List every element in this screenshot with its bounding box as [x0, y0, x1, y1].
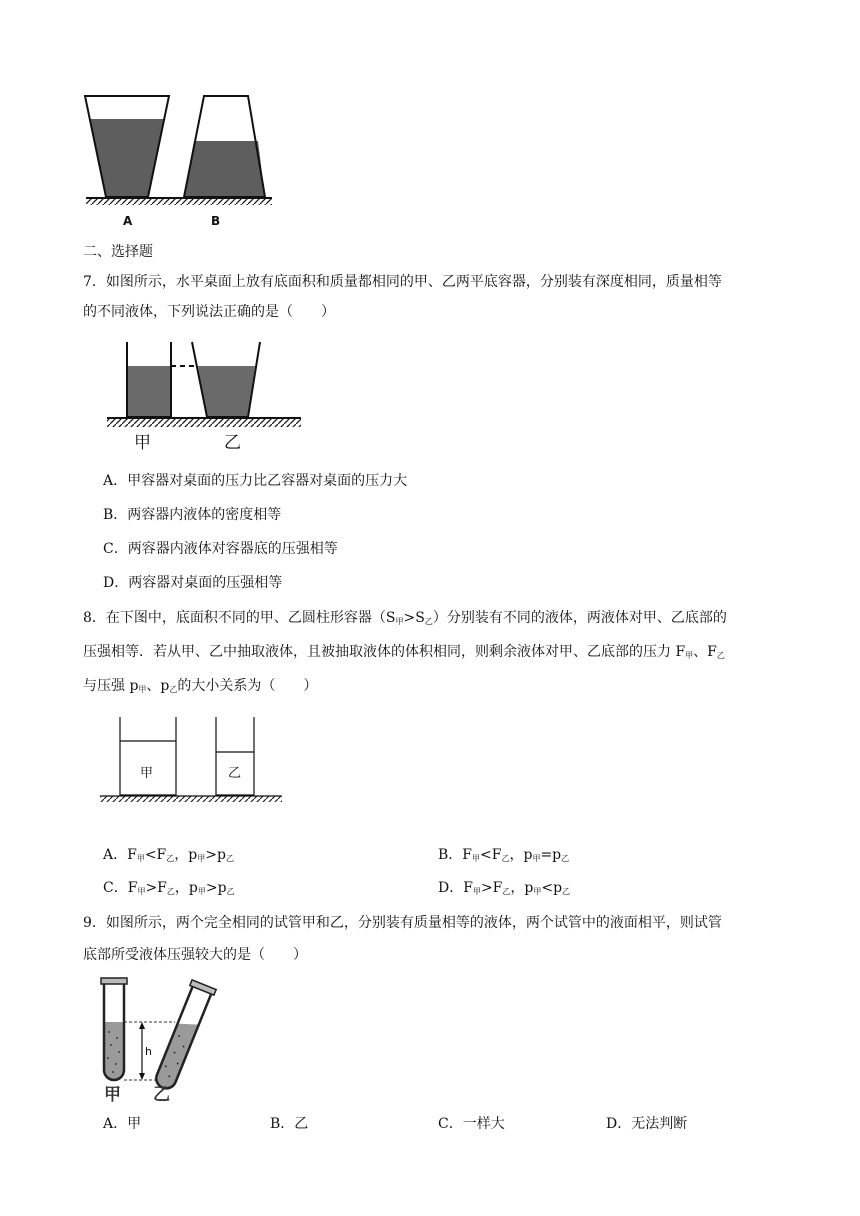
q8-jia-container [120, 717, 176, 795]
q7-jia-liquid [127, 366, 171, 417]
q9-h-arrow-bottom [139, 1073, 145, 1080]
q9-option-c[interactable]: C．一样大 [438, 1116, 505, 1132]
container-b-liquid [184, 141, 265, 197]
q7-ground-hatch [107, 418, 301, 427]
q8-stem-line1: 8．在下图中，底面积不同的甲、乙圆柱形容器$(S_甲>S_乙)$分别装有不同的液体，两液体对甲、乙底部的 [83, 610, 727, 626]
q9-jia-liquid [104, 1022, 124, 1080]
q9-h-arrow-top [139, 1022, 145, 1029]
q8-option-b[interactable]: B．$F_甲<F_乙$，$p_甲=p_乙$ [438, 847, 570, 863]
q7-label-jia: 甲 [134, 433, 151, 453]
q8-stem-line2: 压强相等．若从甲、乙中抽取液体，且被抽取液体的体积相同，则剩余液体对甲、乙底部的压力 $F_甲$、$F_乙$ [83, 644, 725, 660]
label-a: A [123, 214, 133, 228]
q7-option-d[interactable]: D．两容器对桌面的压强相等 [103, 575, 283, 591]
q8-label-yi: 乙 [228, 766, 242, 781]
container-a-liquid [90, 119, 164, 197]
q7-option-a[interactable]: A．甲容器对桌面的压力比乙容器对桌面的压力大 [103, 473, 408, 489]
q8-option-c[interactable]: C．$F_甲>F_乙$，$p_甲>p_乙$ [103, 880, 235, 896]
q9-stem-line1: 9．如图所示，两个完全相同的试管甲和乙，分别装有质量相等的液体，两个试管中的液面相平，则试管 [83, 915, 722, 931]
q9-label-yi: 乙 [153, 1085, 170, 1105]
q9-label-jia: 甲 [104, 1085, 121, 1105]
q9-jia-rim [101, 978, 127, 984]
q9-yi-rim [190, 980, 216, 995]
q7-option-b[interactable]: B．两容器内液体的密度相等 [103, 507, 282, 523]
q8-figure [98, 715, 286, 805]
q7-label-yi: 乙 [224, 433, 241, 453]
containers-ab-figure [80, 90, 280, 235]
q7-figure [104, 340, 304, 455]
q9-figure [95, 972, 220, 1107]
q9-yi-group [150, 980, 216, 1093]
section-title: 二、选择题 [83, 244, 153, 260]
q8-ground-hatch [100, 796, 282, 802]
q8-label-jia: 甲 [140, 766, 154, 781]
q9-option-d[interactable]: D．无法判断 [606, 1116, 688, 1132]
q7-stem-line1: 7．如图所示，水平桌面上放有底面积和质量都相同的甲、乙两平底容器，分别装有深度相同，质量相等 [83, 274, 722, 290]
q9-option-a[interactable]: A．甲 [103, 1116, 142, 1132]
q9-option-b[interactable]: B．乙 [270, 1116, 309, 1132]
label-b: B [211, 214, 221, 228]
q9-stem-line2: 底部所受液体压强较大的是（ ） [83, 947, 307, 963]
ground-hatch [86, 198, 272, 205]
q7-option-c[interactable]: C．两容器内液体对容器底的压强相等 [103, 541, 338, 557]
q7-yi-liquid [198, 366, 255, 417]
q8-option-a[interactable]: A．$F_甲<F_乙$，$p_甲>p_乙$ [103, 847, 234, 863]
q7-stem-line2: 的不同液体，下列说法正确的是（ ） [83, 304, 335, 320]
q8-yi-container [216, 717, 254, 795]
q9-label-h: h [145, 1045, 152, 1058]
q8-stem-line3: 与压强 $p_甲$、$p_乙$的大小关系为（ ） [83, 678, 318, 694]
q8-option-d[interactable]: D．$F_甲>F_乙$，$p_甲<p_乙$ [438, 880, 571, 896]
